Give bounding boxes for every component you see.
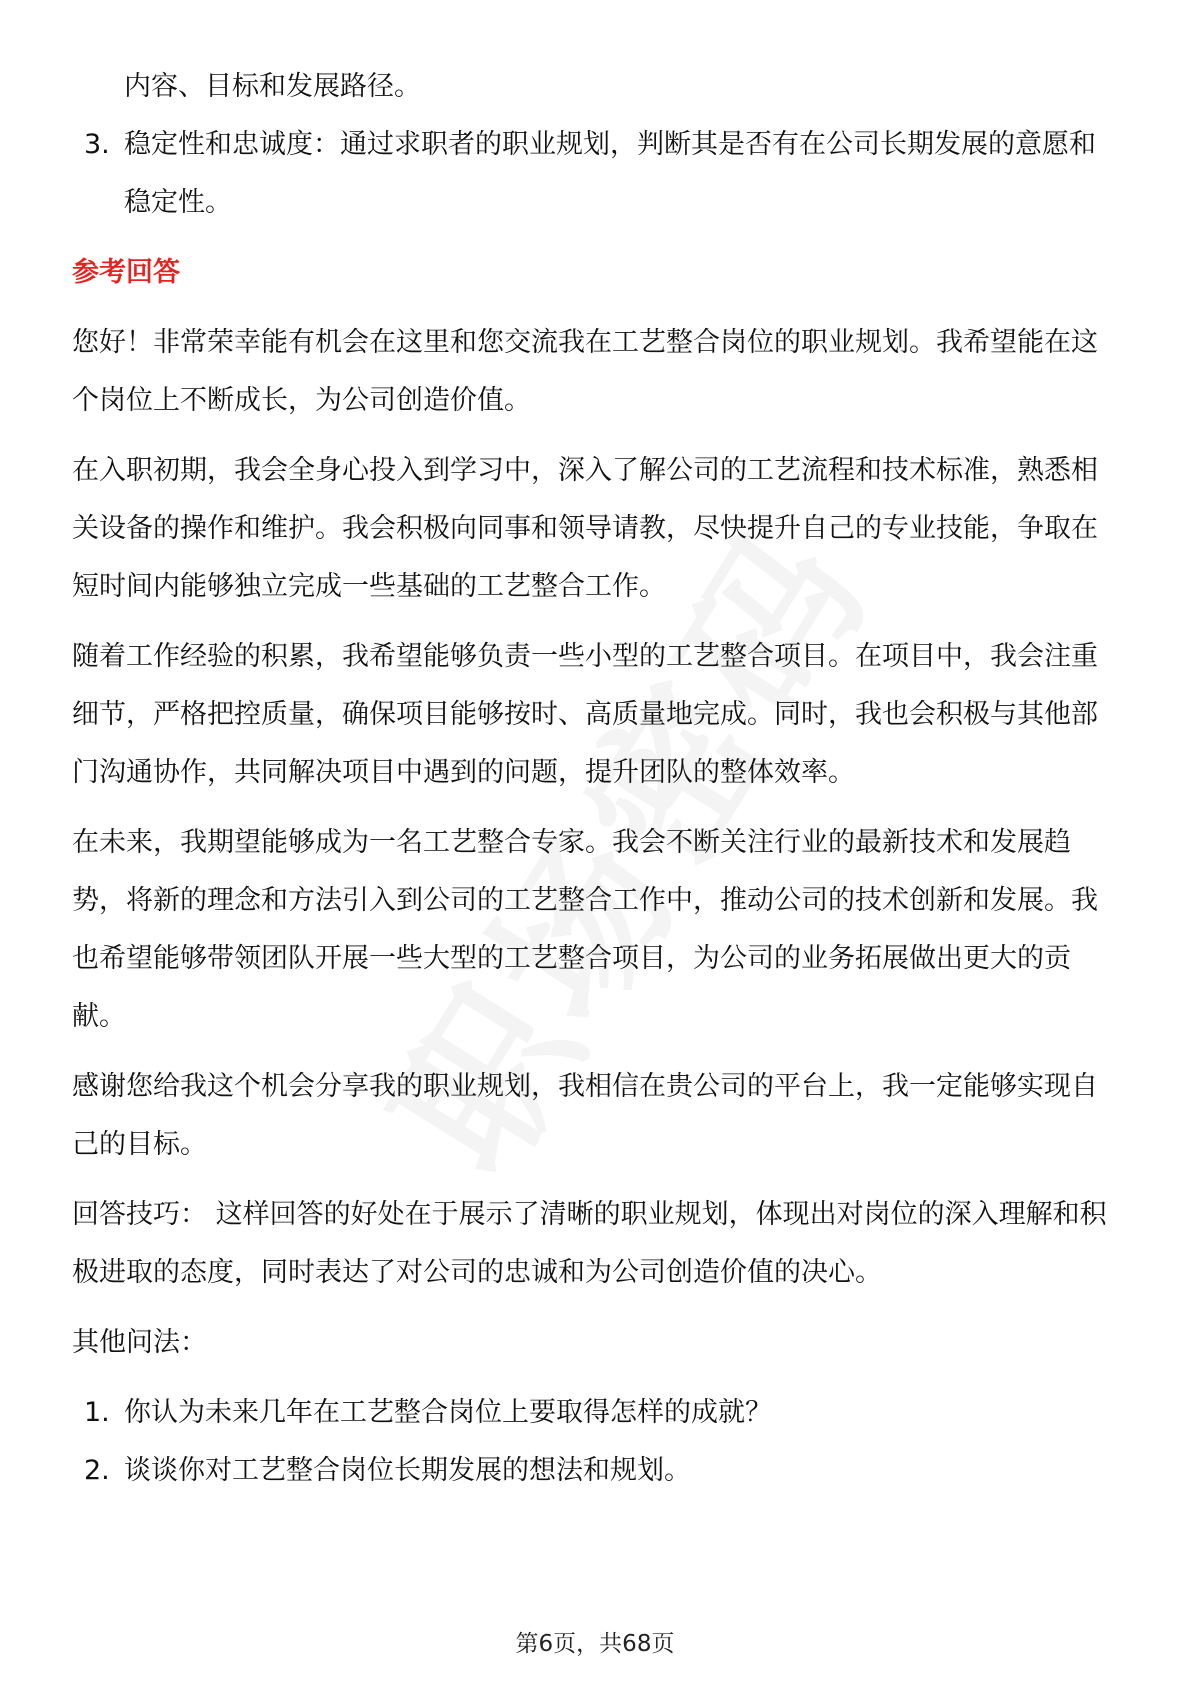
list-item bbox=[72, 1442, 1117, 1500]
section-heading: 参考回答 bbox=[72, 257, 180, 288]
paragraph: 随着工作经验的积累，我希望能够负责一些小型的工艺整合项目。在项目中，我会注重细节，严格把控质量，确保项目能够按时、高质量地完成。同时，我也会积极与其他部门沟通协作，共同解决项目中遇到的问题，提升团队的整体效率。 bbox=[72, 641, 1098, 788]
document-body bbox=[72, 58, 1117, 1500]
other-questions-label: 其他问法： bbox=[72, 1327, 207, 1358]
list-item-continuation: 内容、目标和发展路径。 bbox=[124, 71, 421, 102]
list-number: 1. bbox=[84, 1397, 110, 1428]
paragraph: 感谢您给我这个机会分享我的职业规划，我相信在贵公司的平台上，我一定能够实现自己的目标。 bbox=[72, 1071, 1098, 1160]
paragraph: 您好！非常荣幸能有机会在这里和您交流我在工艺整合岗位的职业规划。我希望能在这个岗位上不断成长，为公司创造价值。 bbox=[72, 327, 1098, 416]
answer-tips: 回答技巧： 这样回答的好处在于展示了清晰的职业规划，体现出对岗位的深入理解和积极进取的态度，同时表达了对公司的忠诚和为公司创造价值的决心。 bbox=[72, 1199, 1107, 1288]
list-item-text: 稳定性和忠诚度：通过求职者的职业规划，判断其是否有在公司长期发展的意愿和稳定性。 bbox=[124, 129, 1096, 218]
list-number: 3. bbox=[84, 129, 110, 160]
list-item bbox=[72, 1384, 1117, 1442]
page-footer: 第6页，共68页 bbox=[515, 1631, 675, 1657]
paragraph: 在未来，我期望能够成为一名工艺整合专家。我会不断关注行业的最新技术和发展趋势，将新的理念和方法引入到公司的工艺整合工作中，推动公司的技术创新和发展。我也希望能够带领团队开展一些大型的工艺整合项目，为公司的业务拓展做出更大的贡献。 bbox=[72, 827, 1098, 1032]
list-number: 2. bbox=[84, 1455, 110, 1486]
list-item-text: 谈谈你对工艺整合岗位长期发展的想法和规划。 bbox=[124, 1455, 691, 1486]
paragraph: 在入职初期，我会全身心投入到学习中，深入了解公司的工艺流程和技术标准，熟悉相关设备的操作和维护。我会积极向同事和领导请教，尽快提升自己的专业技能，争取在短时间内能够独立完成一些基础的工艺整合工作。 bbox=[72, 455, 1098, 602]
list-item bbox=[72, 116, 1117, 232]
list-item-text: 你认为未来几年在工艺整合岗位上要取得怎样的成就？ bbox=[124, 1397, 772, 1428]
other-questions-list bbox=[72, 1384, 1117, 1500]
